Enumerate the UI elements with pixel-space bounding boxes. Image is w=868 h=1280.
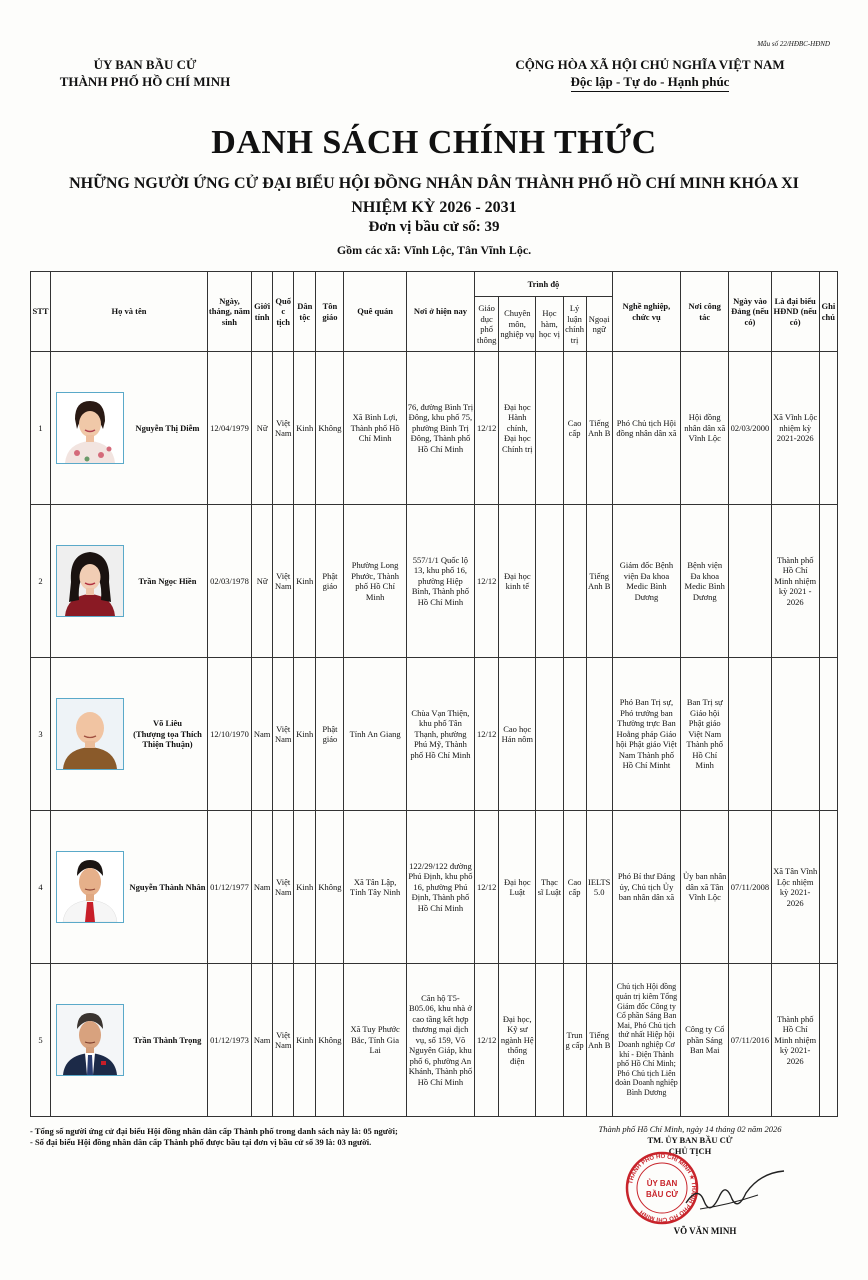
- cell-hometown: Tỉnh An Giang: [344, 658, 406, 811]
- cell-gender: Nam: [252, 658, 273, 811]
- cell-residence: Chùa Vạn Thiện, khu phố Tân Thạnh, phường Phú Mỹ, Thành phố Hồ Chí Minh: [406, 658, 474, 811]
- col-stt: STT: [31, 272, 51, 352]
- cell-residence: Căn hộ T5-B05.06, khu nhà ở cao tầng kết hợp thương mại dịch vụ, số 159, Võ Nguyên Giáp, khu phố 6, phường An Khánh, Thành phố Hồ Chí Minh: [406, 964, 474, 1117]
- cell-gender: Nam: [252, 811, 273, 964]
- cell-note: [819, 352, 837, 505]
- cell-hometown: Xã Tân Lập, Tỉnh Tây Ninh: [344, 811, 406, 964]
- col-hometown: Quê quán: [344, 272, 406, 352]
- col-general: Giáo dục phổ thông: [475, 297, 499, 352]
- cell-language: Tiếng Anh B: [586, 964, 612, 1117]
- col-hdnd: Là đại biểu HĐND (nếu có): [771, 272, 819, 352]
- cell-party-date: [729, 505, 771, 658]
- cell-residence: 76, đường Bình Trị Đông, khu phố 75, phường Bình Trị Đông, Thành phố Hồ Chí Minh: [406, 352, 474, 505]
- col-religion: Tôn giáo: [316, 272, 344, 352]
- signature-role: CHỦ TỊCH: [668, 1146, 712, 1156]
- cell-occupation: Phó Chủ tịch Hội đồng nhân dân xã: [612, 352, 680, 505]
- cell-party-date: [729, 658, 771, 811]
- cell-language: Tiếng Anh B: [586, 352, 612, 505]
- cell-language: [586, 658, 612, 811]
- cell-stt: 1: [31, 352, 51, 505]
- candidate-photo: [56, 698, 124, 770]
- table-row: [31, 658, 838, 811]
- col-political: Lý luận chính trị: [563, 297, 586, 352]
- cell-name: [51, 505, 208, 658]
- cell-nationality: Việt Nam: [273, 811, 294, 964]
- national-header: [470, 56, 830, 92]
- col-residence: Nơi ở hiện nay: [406, 272, 474, 352]
- cell-stt: 5: [31, 964, 51, 1117]
- cell-general: 12/12: [475, 658, 499, 811]
- col-note: Ghi chú: [819, 272, 837, 352]
- cell-stt: 4: [31, 811, 51, 964]
- cell-hdnd: [771, 658, 819, 811]
- cell-name: [51, 658, 208, 811]
- cell-dob: 02/03/1978: [207, 505, 251, 658]
- cell-hometown: Xã Bình Lợi, Thành phố Hồ Chí Minh: [344, 352, 406, 505]
- cell-occupation: Chủ tịch Hội đồng quản trị kiêm Tổng Giám đốc Công ty Cổ phần Sáng Ban Mai, Phó Chủ tịch thứ nhất Hiệp hội Doanh nghiệp Cơ khí - Điện Thành phố Hồ Chí Minh; Phó Chủ tịch Liên đoàn Doanh nghiệp Bình Dương: [612, 964, 680, 1117]
- cell-religion: Không: [316, 352, 344, 505]
- issuer-line1: ỦY BAN BẦU CỬ: [93, 57, 197, 72]
- candidate-name: [124, 718, 207, 750]
- col-academic: Học hàm, học vị: [536, 297, 563, 352]
- cell-gender: Nam: [252, 964, 273, 1117]
- summary-notes: [30, 1126, 398, 1148]
- cell-party-date: 07/11/2016: [729, 964, 771, 1117]
- cell-workplace: Ban Trị sự Giáo hội Phật giáo Việt Nam Thành phố Hồ Chí Minh: [681, 658, 729, 811]
- cell-ethnicity: Kinh: [294, 811, 316, 964]
- cell-hdnd: Xã Tân Vĩnh Lộc nhiệm kỳ 2021-2026: [771, 811, 819, 964]
- document-title: DANH SÁCH CHÍNH THỨC: [211, 124, 657, 161]
- cell-stt: 3: [31, 658, 51, 811]
- candidate-table: [30, 271, 838, 1117]
- cell-dob: 12/04/1979: [207, 352, 251, 505]
- cell-gender: Nữ: [252, 505, 273, 658]
- cell-note: [819, 658, 837, 811]
- cell-political: [563, 505, 586, 658]
- svg-text:ỦY BAN: ỦY BAN: [646, 1179, 678, 1188]
- candidate-name-sub: (Thượng tọa Thích Thiện Thuận): [133, 728, 202, 750]
- electoral-unit: Đơn vị bầu cử số: 39: [368, 219, 500, 235]
- candidate-name: Nguyễn Thành Nhân: [129, 881, 206, 892]
- cell-occupation: Phó Bí thư Đảng ủy, Chủ tịch Ủy ban nhân dân xã: [612, 811, 680, 964]
- cell-professional: Đại học Luật: [499, 811, 536, 964]
- cell-gender: Nữ: [252, 352, 273, 505]
- cell-professional: Đại học kinh tế: [499, 505, 536, 658]
- table-row: [31, 352, 838, 505]
- cell-stt: 2: [31, 505, 51, 658]
- cell-note: [819, 964, 837, 1117]
- cell-political: Trung cấp: [563, 964, 586, 1117]
- candidate-photo: [56, 392, 124, 464]
- col-education: Trình độ: [475, 272, 613, 297]
- cell-party-date: 02/03/2000: [729, 352, 771, 505]
- cell-general: 12/12: [475, 964, 499, 1117]
- col-dob: Ngày, tháng, năm sinh: [207, 272, 251, 352]
- cell-general: 12/12: [475, 811, 499, 964]
- signature-date: Thành phố Hồ Chí Minh, ngày 14 tháng 02 năm 2026: [598, 1124, 782, 1134]
- col-ethnicity: Dân tộc: [294, 272, 316, 352]
- signer-name: VÕ VĂN MINH: [673, 1226, 737, 1236]
- cell-religion: Phật giáo: [316, 505, 344, 658]
- cell-workplace: Ủy ban nhân dân xã Tân Vĩnh Lộc: [681, 811, 729, 964]
- cell-nationality: Việt Nam: [273, 964, 294, 1117]
- cell-nationality: Việt Nam: [273, 658, 294, 811]
- candidate-name: Nguyễn Thị Diễm: [135, 422, 200, 433]
- cell-name: [51, 964, 208, 1117]
- col-gender: Giới tính: [252, 272, 273, 352]
- candidate-name: Trần Ngọc Hiền: [138, 575, 197, 586]
- cell-hometown: Xã Tuy Phước Bắc, Tỉnh Gia Lai: [344, 964, 406, 1117]
- col-occupation: Nghề nghiệp, chức vụ: [612, 272, 680, 352]
- cell-political: Cao cấp: [563, 811, 586, 964]
- cell-ethnicity: Kinh: [294, 352, 316, 505]
- cell-academic: [536, 658, 563, 811]
- form-number: Mẫu số 22/HĐBC-HĐND: [757, 40, 830, 48]
- cell-nationality: Việt Nam: [273, 352, 294, 505]
- candidate-photo: [56, 545, 124, 617]
- issuer-line2: THÀNH PHỐ HỒ CHÍ MINH: [59, 74, 231, 89]
- cell-ethnicity: Kinh: [294, 964, 316, 1117]
- signature-org: TM. ỦY BAN BẦU CỬ: [647, 1135, 733, 1145]
- svg-text:BẦU CỬ: BẦU CỬ: [646, 1190, 678, 1199]
- cell-professional: Đại học, Kỹ sư ngành Hệ thống điện: [499, 964, 536, 1117]
- cell-note: [819, 505, 837, 658]
- issuer-header: [30, 56, 260, 90]
- subtitle-line1: NHỮNG NGƯỜI ỨNG CỬ ĐẠI BIỂU HỘI ĐỒNG NHÂN DÂN THÀNH PHỐ HỒ CHÍ MINH KHÓA XI: [69, 175, 799, 192]
- cell-ethnicity: Kinh: [294, 505, 316, 658]
- note-line2: - Số đại biểu Hội đồng nhân dân cấp Thành phố được bầu tại đơn vị bầu cử số 39 là: 03 người.: [30, 1137, 372, 1147]
- cell-dob: 01/12/1977: [207, 811, 251, 964]
- col-party-date: Ngày vào Đảng (nếu có): [729, 272, 771, 352]
- cell-note: [819, 811, 837, 964]
- cell-occupation: Phó Ban Trị sự, Phó trưởng ban Thường trực Ban Hoằng pháp Giáo hội Phật giáo Việt Nam Thành phố Hồ Chí Minht: [612, 658, 680, 811]
- col-workplace: Nơi công tác: [681, 272, 729, 352]
- col-professional: Chuyên môn, nghiệp vụ: [499, 297, 536, 352]
- candidate-name-main: Võ Liêu: [152, 718, 182, 729]
- candidate-name: Trần Thành Trọng: [133, 1034, 202, 1045]
- cell-hometown: Phường Long Phước, Thành phố Hồ Chí Minh: [344, 505, 406, 658]
- note-line1: - Tổng số người ứng cử đại biểu Hội đồng nhân dân cấp Thành phố trong danh sách này là: 05 người;: [30, 1126, 398, 1136]
- cell-party-date: 07/11/2008: [729, 811, 771, 964]
- candidate-photo: [56, 1004, 124, 1076]
- table-row: [31, 505, 838, 658]
- cell-occupation: Giám đốc Bệnh viện Đa khoa Medic Bình Dương: [612, 505, 680, 658]
- cell-political: Cao cấp: [563, 352, 586, 505]
- cell-academic: [536, 964, 563, 1117]
- cell-hdnd: Thành phố Hồ Chí Minh nhiệm kỳ 2021-2026: [771, 964, 819, 1117]
- cell-dob: 12/10/1970: [207, 658, 251, 811]
- cell-workplace: Hội đồng nhân dân xã Vĩnh Lộc: [681, 352, 729, 505]
- cell-ethnicity: Kinh: [294, 658, 316, 811]
- subtitle-line2: NHIỆM KỲ 2026 - 2031: [351, 199, 517, 216]
- col-nationality: Quốc tịch: [273, 272, 294, 352]
- cell-workplace: Công ty Cổ phần Sáng Ban Mai: [681, 964, 729, 1117]
- candidate-photo: [56, 851, 124, 923]
- cell-general: 12/12: [475, 352, 499, 505]
- document-subtitle: [0, 172, 868, 220]
- cell-nationality: Việt Nam: [273, 505, 294, 658]
- cell-academic: [536, 352, 563, 505]
- communes-line: Gồm các xã: Vĩnh Lộc, Tân Vĩnh Lộc.: [336, 243, 532, 257]
- cell-workplace: Bệnh viện Đa khoa Medic Bình Dương: [681, 505, 729, 658]
- cell-residence: 122/29/122 đường Phú Định, khu phố 16, phường Phú Định, Thành phố Hồ Chí Minh: [406, 811, 474, 964]
- cell-professional: Đại học Hành chính, Đại học Chính trị: [499, 352, 536, 505]
- cell-language: Tiếng Anh B: [586, 505, 612, 658]
- table-row: [31, 964, 838, 1117]
- cell-professional: Cao học Hán nôm: [499, 658, 536, 811]
- cell-language: IELTS 5.0: [586, 811, 612, 964]
- cell-hdnd: Xã Vĩnh Lộc nhiệm kỳ 2021-2026: [771, 352, 819, 505]
- cell-academic: Thạc sĩ Luật: [536, 811, 563, 964]
- handwritten-signature: [680, 1165, 790, 1225]
- cell-religion: Phật giáo: [316, 658, 344, 811]
- national-title: CỘNG HÒA XÃ HỘI CHỦ NGHĨA VIỆT NAM: [515, 57, 785, 72]
- col-language: Ngoại ngữ: [586, 297, 612, 352]
- cell-dob: 01/12/1973: [207, 964, 251, 1117]
- cell-academic: [536, 505, 563, 658]
- cell-political: [563, 658, 586, 811]
- cell-general: 12/12: [475, 505, 499, 658]
- cell-name: [51, 352, 208, 505]
- cell-name: [51, 811, 208, 964]
- col-name: Họ và tên: [51, 272, 208, 352]
- cell-hdnd: Thành phố Hồ Chí Minh nhiệm kỳ 2021 - 2026: [771, 505, 819, 658]
- table-row: [31, 811, 838, 964]
- cell-religion: Không: [316, 964, 344, 1117]
- svg-text:THÀNH PHỐ HỒ CHÍ MINH ★ THÀNH: THÀNH PHỐ HỒ CHÍ MINH ★ THÀNH PHỐ HỒ CHÍ MINH: [628, 1153, 697, 1223]
- cell-religion: Không: [316, 811, 344, 964]
- cell-residence: 557/1/1 Quốc lộ 13, khu phố 16, phường Hiệp Bình, Thành phố Hồ Chí Minh: [406, 505, 474, 658]
- national-motto: Độc lập - Tự do - Hạnh phúc: [571, 73, 730, 92]
